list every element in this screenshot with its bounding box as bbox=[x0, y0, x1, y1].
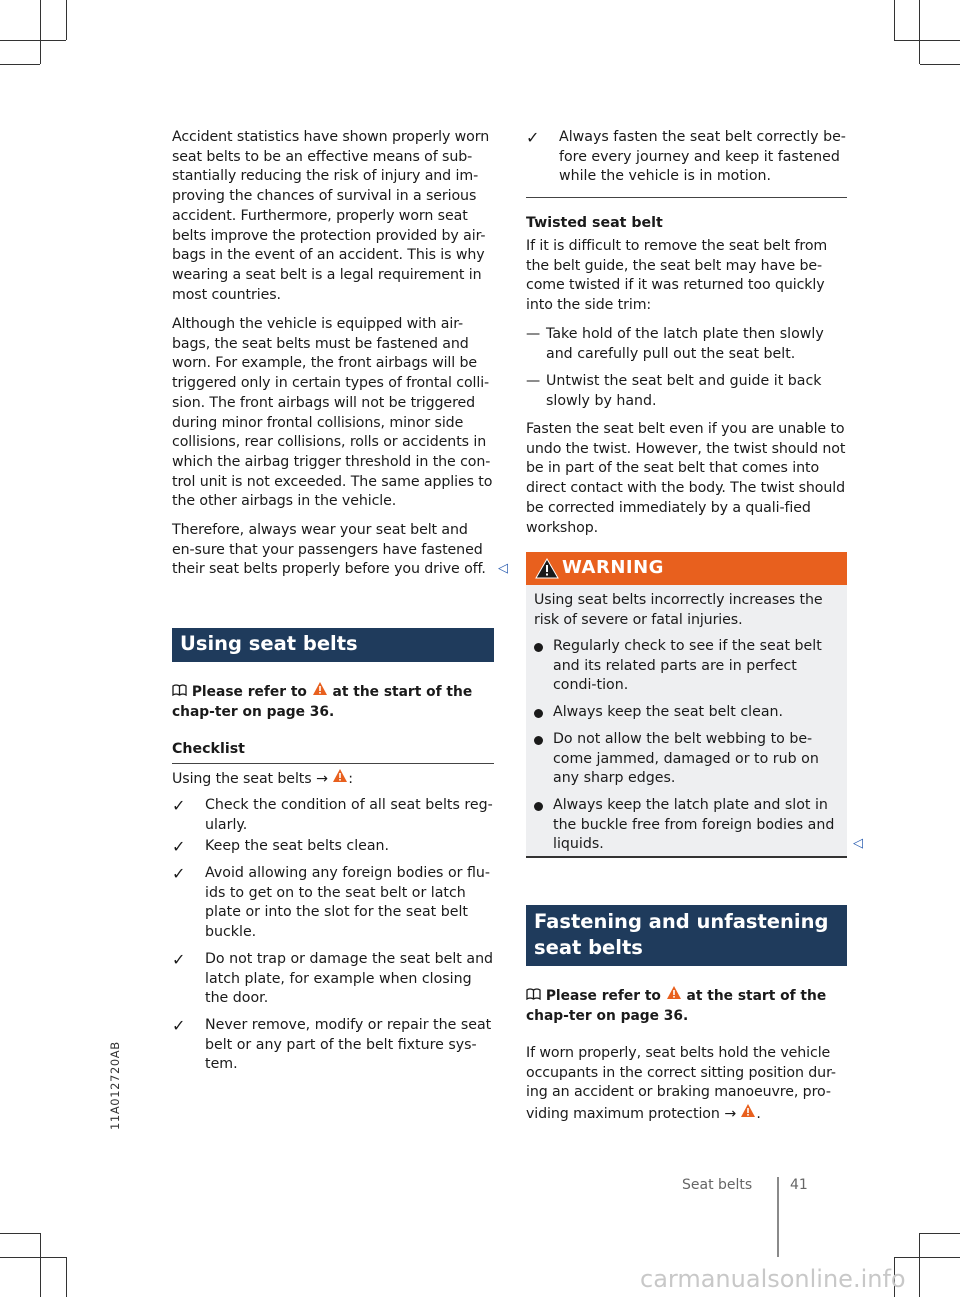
crop-mark bbox=[0, 40, 66, 41]
crop-mark bbox=[920, 64, 960, 65]
crop-mark bbox=[919, 1233, 920, 1297]
bullet-dot bbox=[534, 802, 543, 811]
warning-triangle-icon bbox=[740, 1103, 756, 1125]
ref-pre-text: Please refer to bbox=[545, 988, 661, 1004]
check-icon: ✓ bbox=[172, 1016, 186, 1035]
crop-mark bbox=[0, 1233, 40, 1234]
footer-section-title: Seat belts bbox=[682, 1177, 753, 1193]
section-heading-fastening: Fastening and unfastening seat belts bbox=[526, 905, 847, 966]
ref-pre-text: Please refer to bbox=[191, 684, 307, 700]
crop-mark bbox=[66, 0, 67, 40]
warning-triangle-icon bbox=[666, 985, 682, 1007]
twisted-belt-intro: If it is difficult to remove the seat belt from the belt guide, the seat belt may have be-come twisted if it was returned too quickly into the side trim: bbox=[526, 238, 828, 314]
check-icon: ✓ bbox=[172, 950, 186, 969]
warning-triangle-icon bbox=[535, 558, 559, 583]
checklist-item bbox=[526, 128, 847, 188]
book-icon bbox=[172, 683, 187, 703]
crop-mark bbox=[920, 1233, 960, 1234]
crop-mark bbox=[0, 1257, 66, 1258]
checklist-item-text: Do not trap or damage the seat belt and latch plate, for example when closing the door. bbox=[205, 951, 494, 1007]
warning-bullet bbox=[534, 637, 839, 697]
fastening-paragraph-text: If worn properly, seat belts hold the vehicle occupants in the correct sitting position dur-ing an accident or braking manoeuvre, pro-viding maximum protection bbox=[526, 1045, 836, 1123]
checklist-item-text: Always fasten the seat belt correctly be-fore every journey and keep it fastened while the vehicle is in motion. bbox=[559, 129, 846, 185]
bullet-dot bbox=[534, 736, 543, 745]
checklist-end-rule bbox=[526, 197, 847, 198]
footer-divider bbox=[777, 1177, 779, 1257]
section-heading-using-seat-belts: Using seat belts bbox=[172, 628, 494, 662]
check-icon: ✓ bbox=[172, 837, 186, 856]
chapter-reference bbox=[526, 985, 847, 1026]
warning-triangle-icon bbox=[332, 768, 348, 790]
checklist-item-text: Avoid allowing any foreign bodies or flu-ids to get on to the seat belt or latch plate or into the slot for the seat belt buckle. bbox=[205, 865, 491, 941]
warning-bullet bbox=[534, 703, 839, 725]
arrow-right-icon: → bbox=[724, 1106, 736, 1123]
warning-bullet bbox=[534, 730, 839, 790]
chapter-reference bbox=[172, 681, 494, 722]
warning-bullet-text: Regularly check to see if the seat belt and its related parts are in perfect condi-tion. bbox=[553, 638, 822, 694]
warning-box bbox=[526, 552, 847, 858]
check-icon: ✓ bbox=[172, 796, 186, 815]
check-icon: ✓ bbox=[172, 864, 186, 883]
warning-intro: Using seat belts incorrectly increases the risk of severe or fatal injuries. bbox=[534, 592, 823, 628]
crop-mark bbox=[40, 1233, 41, 1297]
checklist-item bbox=[172, 837, 494, 859]
crop-mark bbox=[894, 0, 895, 40]
crop-mark bbox=[66, 1257, 67, 1297]
warning-bullet bbox=[534, 796, 839, 856]
section-end-marker-icon: ◁ bbox=[853, 836, 863, 851]
warning-bullet-text: Do not allow the belt webbing to be-come jammed, damaged or to rub on any sharp edges. bbox=[553, 731, 819, 787]
checklist-item bbox=[172, 1016, 494, 1076]
dash-marker: — bbox=[526, 326, 541, 342]
checklist-item-text: Check the condition of all seat belts reg-ularly. bbox=[205, 797, 493, 833]
crop-mark bbox=[919, 0, 920, 64]
instruction-step bbox=[526, 372, 847, 412]
warning-triangle-icon bbox=[312, 681, 328, 703]
warning-bullet-text: Always keep the latch plate and slot in the buckle free from foreign bodies and liquids. bbox=[553, 797, 835, 853]
ref-post-text: at the start of the chap-ter on page 36. bbox=[526, 988, 827, 1024]
twisted-belt-title: Twisted seat belt bbox=[526, 215, 663, 231]
crop-mark bbox=[0, 64, 40, 65]
checklist-item bbox=[172, 864, 494, 944]
crop-mark bbox=[40, 0, 41, 64]
checklist-item bbox=[172, 950, 494, 1010]
intro-paragraph: Accident statistics have shown properly worn seat belts to be an effective means of sub-stantially reducing the risk of injury and im-proving the chances of survival in a serious accident. Furthermore, properly worn seat belts improve the protection provided by air-bags in the event of an accident. This is why wearing a seat belt is a legal requirement in most countries. bbox=[172, 129, 490, 303]
instruction-step-text: Take hold of the latch plate then slowly and carefully pull out the seat belt. bbox=[546, 326, 824, 362]
checklist-item bbox=[172, 796, 494, 838]
crop-mark bbox=[894, 1257, 960, 1258]
section-end-marker-icon: ◁ bbox=[498, 561, 508, 576]
fasten-paragraph: Fasten the seat belt even if you are unable to undo the twist. However, the twist should not be in part of the seat belt that comes into direct contact with the body. The twist should be corrected immediately by a quali-fied workshop. bbox=[526, 421, 846, 536]
dash-marker: — bbox=[526, 373, 541, 389]
checklist-intro-text: Using the seat belts bbox=[172, 771, 312, 787]
airbag-paragraph: Although the vehicle is equipped with air-bags, the seat belts must be fastened and worn. For example, the front airbags will be triggered only in certain types of frontal colli-sion. The front airbags will not be triggered during minor frontal collisions, minor side collisions, rear collisions, rolls or accidents in which the airbag trigger threshold in the con-trol unit is not exceeded. The same applies to the other airbags in the vehicle. bbox=[172, 316, 493, 510]
checklist-intro: Using the seat belts → : bbox=[172, 768, 494, 790]
bullet-dot bbox=[534, 709, 543, 718]
ref-post-text: at the start of the chap-ter on page 36. bbox=[172, 684, 473, 720]
bullet-dot bbox=[534, 643, 543, 652]
watermark: carmanualsonline.info bbox=[640, 1265, 906, 1293]
checklist-item-text: Keep the seat belts clean. bbox=[205, 838, 390, 854]
instruction-step bbox=[526, 325, 847, 365]
warning-header bbox=[526, 552, 847, 585]
document-code: 11A012720AB bbox=[108, 1041, 122, 1130]
checklist-title: Checklist bbox=[172, 741, 245, 757]
always-wear-paragraph: Therefore, always wear your seat belt and en-sure that your passengers have fastened their seat belts properly before you drive off. bbox=[172, 522, 486, 578]
check-icon: ✓ bbox=[526, 128, 540, 147]
book-icon bbox=[526, 987, 541, 1007]
page-number: 41 bbox=[790, 1177, 808, 1193]
instruction-step-text: Untwist the seat belt and guide it back slowly by hand. bbox=[546, 373, 822, 409]
checklist-item-text: Never remove, modify or repair the seat belt or any part of the belt fixture sys-tem. bbox=[205, 1017, 492, 1073]
fastening-paragraph: If worn properly, seat belts hold the vehicle occupants in the correct sitting position dur-ing an accident or braking manoeuvre, pro-viding maximum protection → . bbox=[526, 1044, 847, 1125]
arrow-right-icon: → bbox=[315, 771, 328, 787]
warning-bullet-text: Always keep the seat belt clean. bbox=[553, 704, 784, 720]
crop-mark bbox=[894, 40, 960, 41]
checklist-rule bbox=[172, 763, 494, 764]
warning-label: WARNING bbox=[562, 557, 664, 578]
